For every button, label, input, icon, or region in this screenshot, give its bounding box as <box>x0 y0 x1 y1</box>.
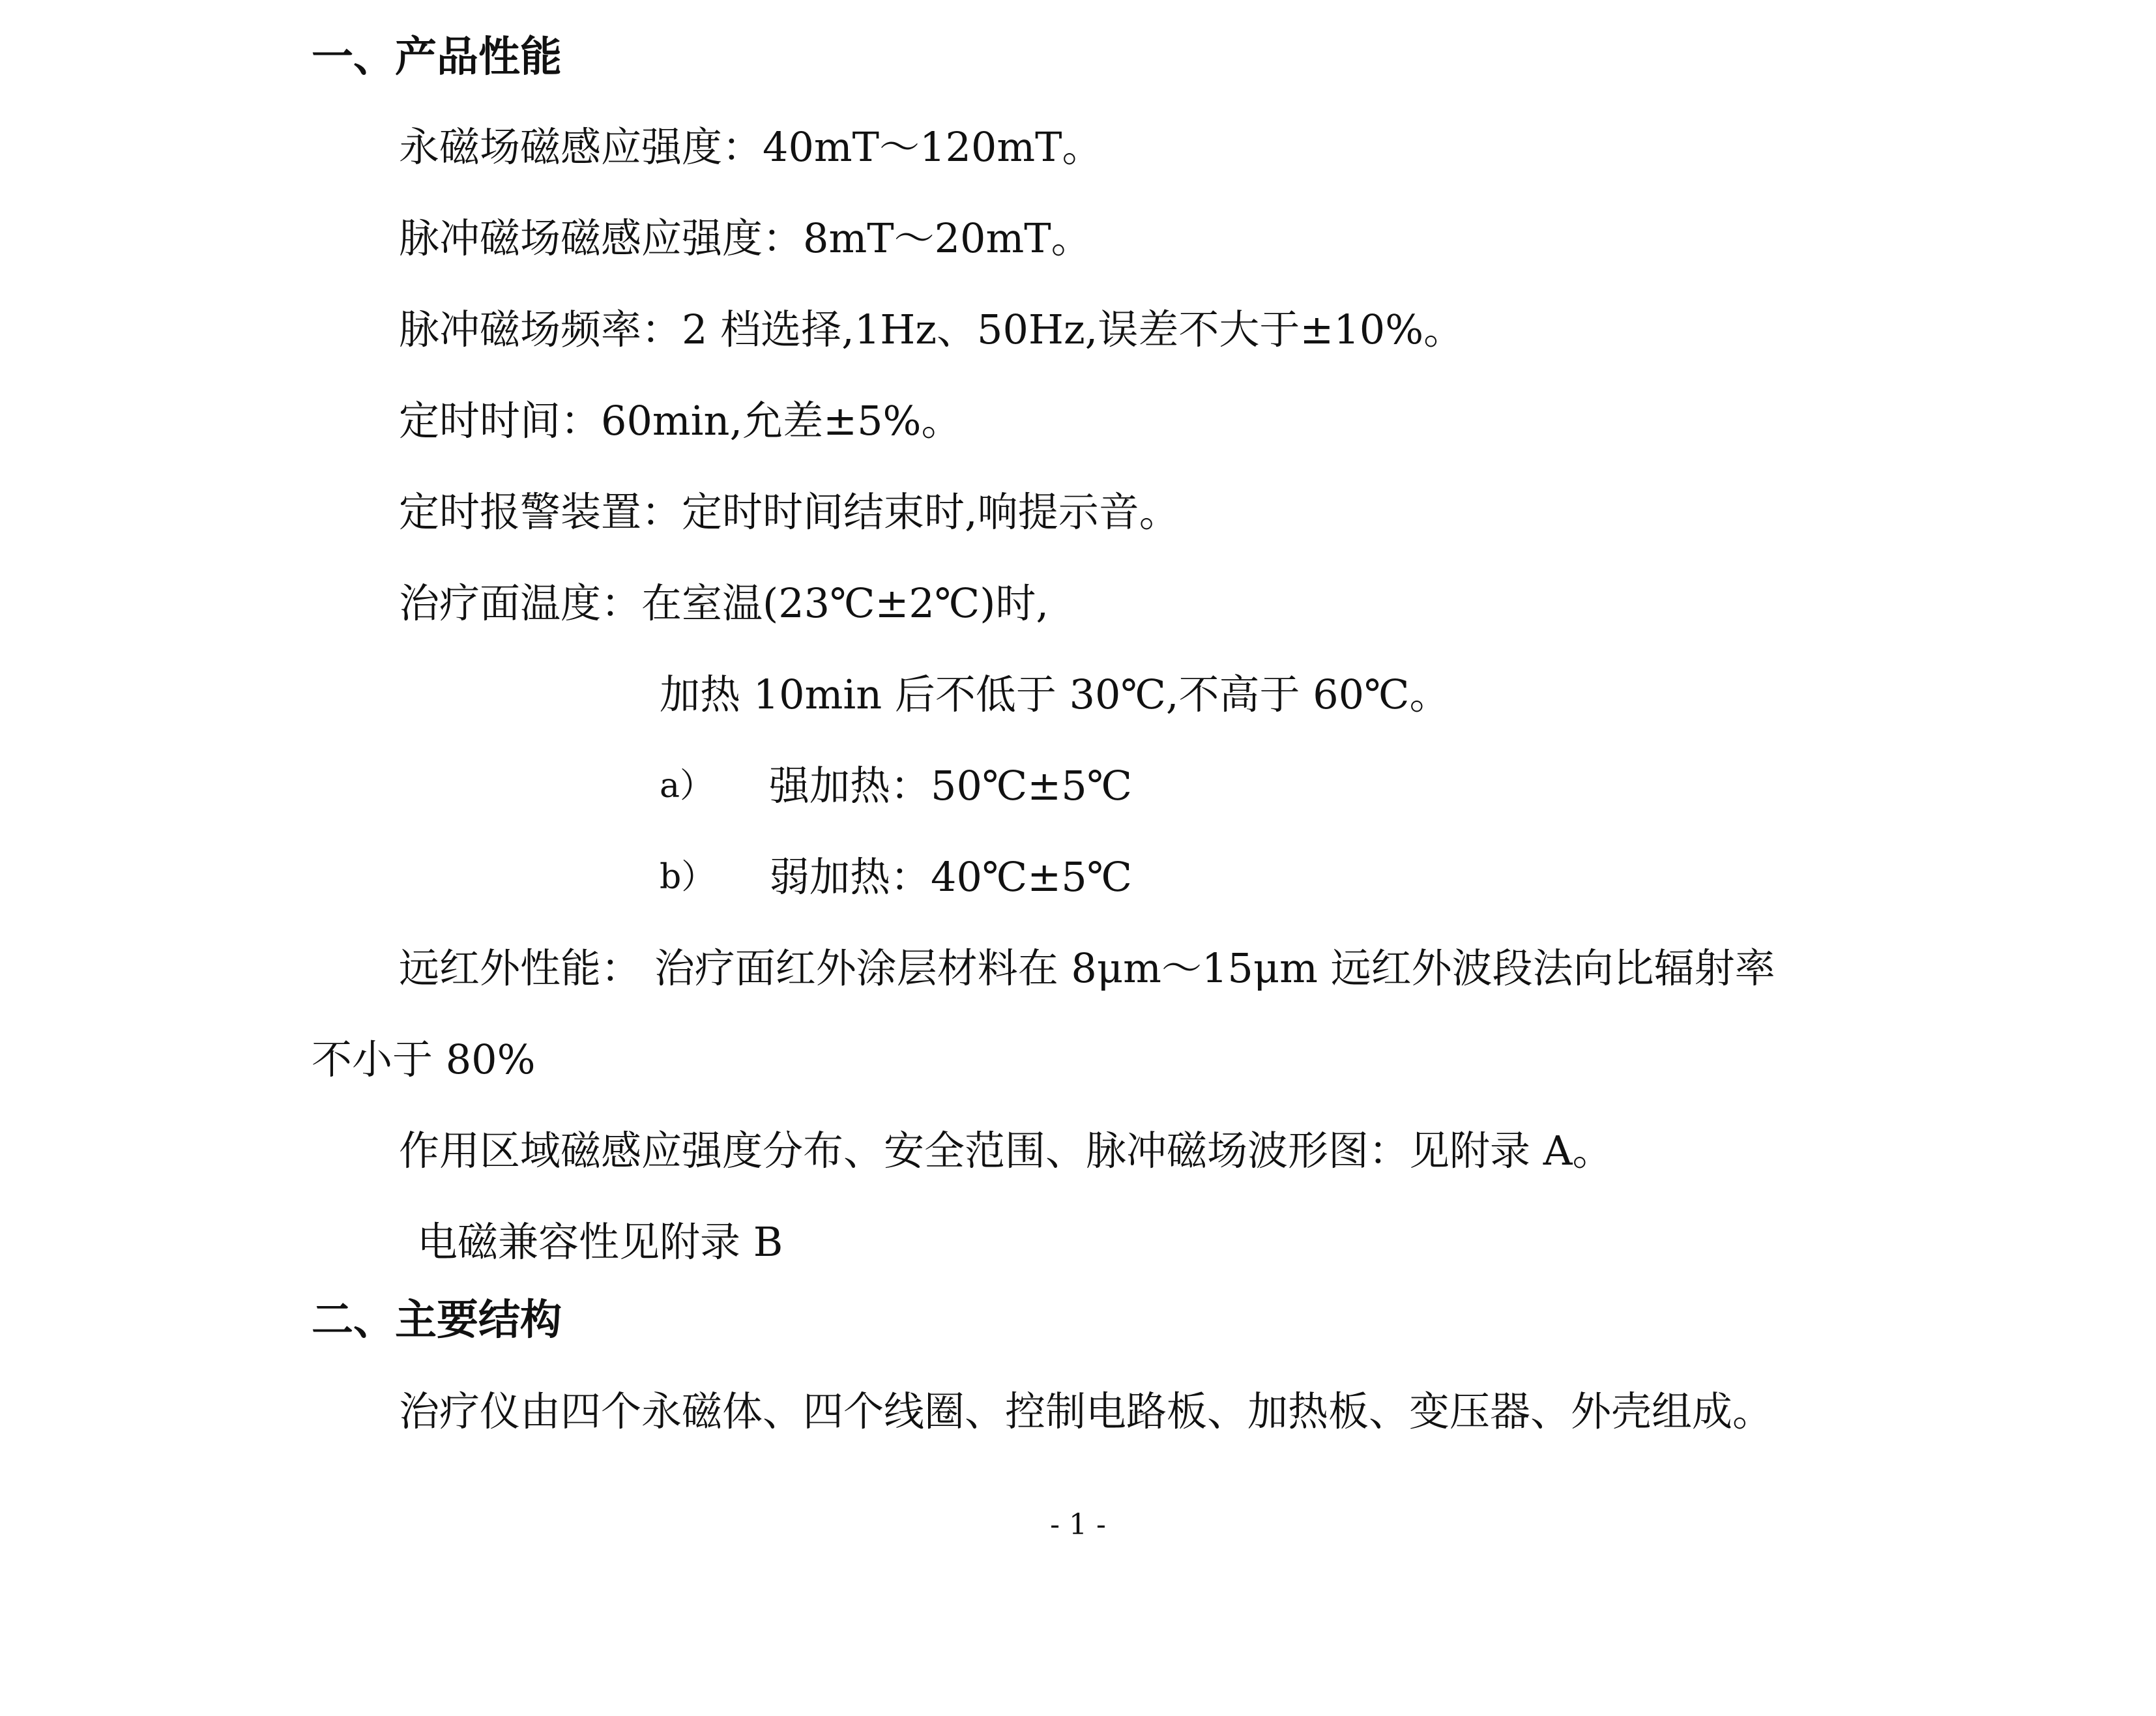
strong-heat-text: 强加热：50℃±5℃ <box>769 762 1133 809</box>
far-infrared-continuation: 不小于 80% <box>312 1036 536 1083</box>
timer-duration: 定时时间：60min,允差±5%。 <box>399 397 962 444</box>
temperature-continuation: 加热 10min 后不低于 30℃,不高于 60℃。 <box>660 671 1450 718</box>
far-infrared-performance: 远红外性能： 治疗面红外涂层材料在 8μm～15μm 远红外波段法向比辐射率 <box>399 944 1775 992</box>
weak-heat-marker: b） <box>660 858 716 897</box>
main-structure-description: 治疗仪由四个永磁体、四个线圈、控制电路板、加热板、变压器、外壳组成。 <box>399 1388 1773 1435</box>
strong-heat-marker: a） <box>660 766 714 806</box>
page-number: - 1 - <box>1050 1508 1106 1541</box>
timer-alarm: 定时报警装置：定时时间结束时,响提示音。 <box>399 488 1180 536</box>
appendix-b-reference: 电磁兼容性见附录 B <box>417 1218 783 1266</box>
section-1-heading: 一、产品性能 <box>312 33 562 81</box>
pulse-field-strength: 脉冲磁场磁感应强度：8mT～20mT。 <box>399 214 1092 262</box>
treatment-surface-temperature: 治疗面温度：在室温(23℃±2℃)时, <box>399 579 1049 627</box>
permanent-field-strength: 永磁场磁感应强度：40mT～120mT。 <box>399 123 1103 171</box>
pulse-field-frequency: 脉冲磁场频率：2 档选择,1Hz、50Hz,误差不大于±10%。 <box>399 306 1464 353</box>
weak-heat-text: 弱加热：40℃±5℃ <box>769 853 1133 901</box>
section-2-heading: 二、主要结构 <box>312 1296 562 1345</box>
appendix-a-reference: 作用区域磁感应强度分布、安全范围、脉冲磁场波形图：见附录 A。 <box>399 1127 1613 1174</box>
